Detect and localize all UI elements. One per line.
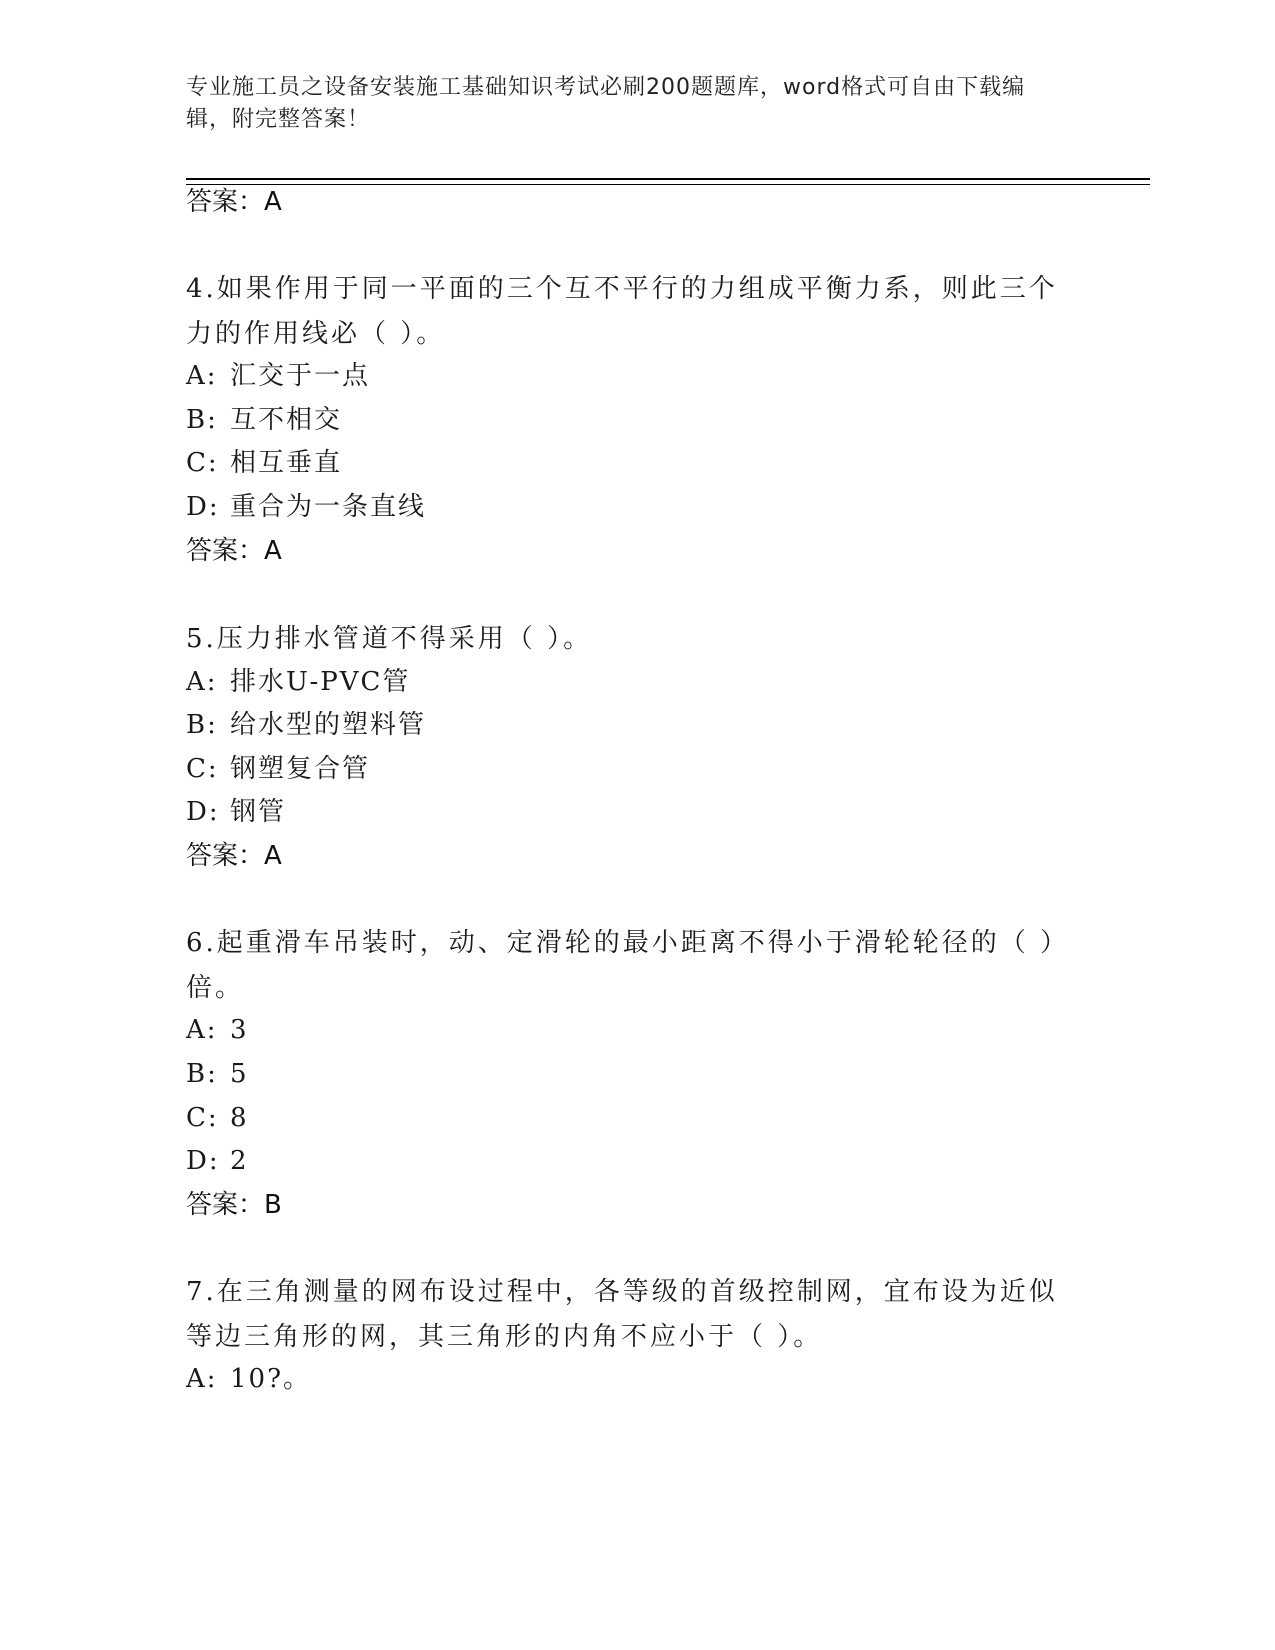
answer-q5: 答案：A	[186, 841, 282, 871]
question-5-option-d	[186, 794, 286, 830]
question-6-option-b	[186, 1056, 249, 1092]
answer-q4: 答案：A	[186, 536, 282, 566]
question-4-option-d	[186, 489, 426, 525]
header-rule-thick	[186, 178, 1150, 180]
option-text: 互不相交	[230, 405, 343, 435]
question-5-option-a	[186, 664, 410, 700]
question-6-option-d	[186, 1143, 249, 1179]
option-label: D:	[186, 797, 220, 827]
option-text: 给水型的塑料管	[230, 710, 427, 740]
question-5-text: 5.压力排水管道不得采用（ ）。	[186, 624, 593, 654]
question-5-option-b	[186, 707, 426, 743]
option-label: A:	[186, 361, 218, 391]
option-label: A:	[186, 667, 218, 697]
question-7-option-a	[186, 1361, 311, 1397]
option-text: 3	[230, 1015, 249, 1045]
question-6-option-a	[186, 1012, 249, 1048]
option-text: 钢塑复合管	[230, 754, 371, 784]
question-6-option-c	[186, 1100, 249, 1136]
option-text: 相互垂直	[230, 448, 343, 478]
option-text: 排水U-PVC管	[230, 667, 411, 697]
option-label: C:	[186, 448, 219, 478]
document-header: 专业施工员之设备安装施工基础知识考试必刷200题题库，word格式可自由下载编辑，附完整答案！	[186, 75, 1026, 132]
answer-q3: 答案：A	[186, 187, 282, 217]
option-text: 钢管	[230, 797, 287, 827]
question-7-text: 7.在三角测量的网布设过程中，各等级的首级控制网，宜布设为近似等边三角形的网，其三角形的内角不应小于（ ）。	[186, 1277, 1058, 1352]
option-label: C:	[186, 754, 219, 784]
header-rule-thin	[186, 184, 1150, 185]
question-4-option-b	[186, 402, 342, 438]
question-6-text: 6.起重滑车吊装时，动、定滑轮的最小距离不得小于滑轮轮径的（ ）倍。	[186, 928, 1057, 1003]
option-label: B:	[186, 710, 218, 740]
question-5-option-c	[186, 751, 370, 787]
option-label: A:	[186, 1015, 218, 1045]
question-4-text: 4.如果作用于同一平面的三个互不平行的力组成平衡力系，则此三个力的作用线必（ ）。	[186, 274, 1058, 349]
option-text: 10?。	[230, 1364, 312, 1394]
option-label: B:	[186, 405, 218, 435]
answer-q6: 答案：B	[186, 1190, 282, 1220]
option-text: 5	[230, 1059, 249, 1089]
option-text: 8	[230, 1103, 249, 1133]
option-label: D:	[186, 492, 220, 522]
option-text: 2	[230, 1146, 249, 1176]
option-text: 重合为一条直线	[230, 492, 427, 522]
option-label: B:	[186, 1059, 218, 1089]
option-label: D:	[186, 1146, 220, 1176]
question-4-option-c	[186, 445, 342, 481]
option-label: C:	[186, 1103, 219, 1133]
option-label: A:	[186, 1364, 218, 1394]
option-text: 汇交于一点	[230, 361, 371, 391]
question-4-option-a	[186, 358, 370, 394]
